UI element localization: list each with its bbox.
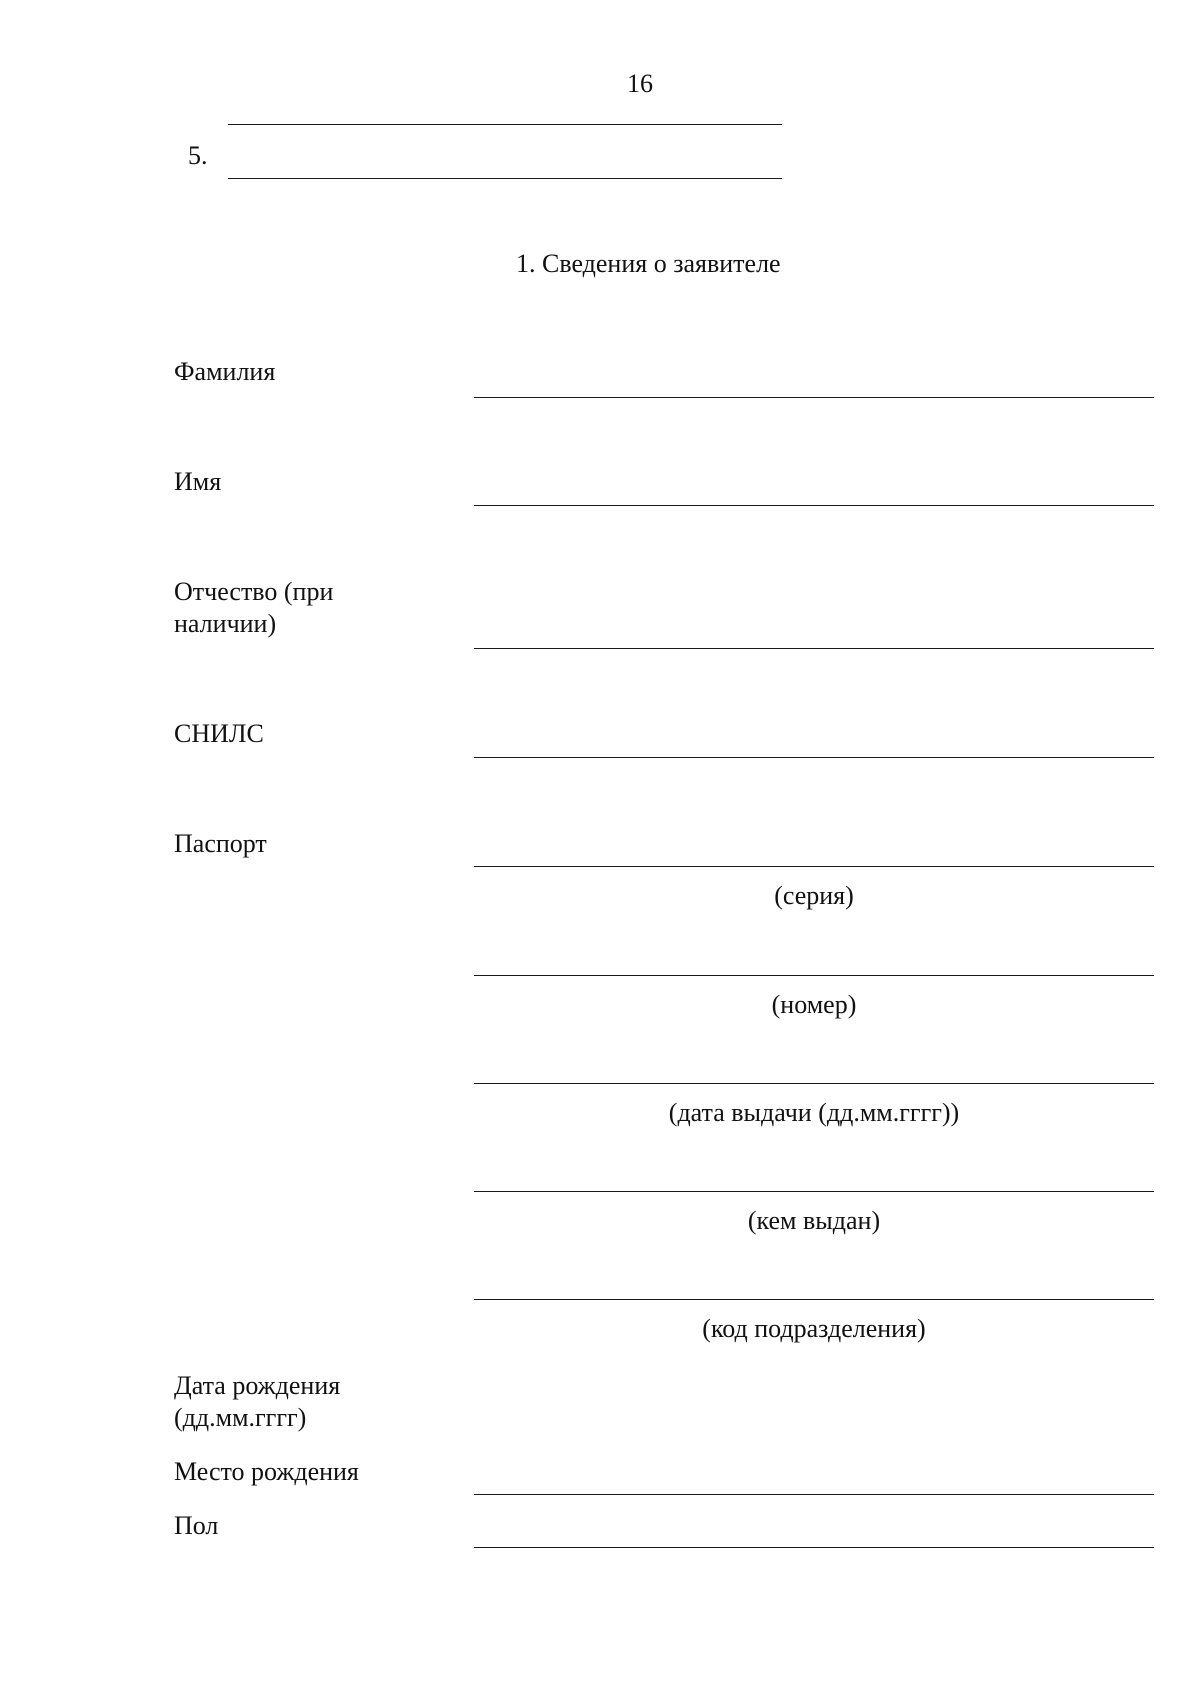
list-item-blank-line-5[interactable] <box>228 178 782 179</box>
patronymic-field[interactable] <box>474 648 1154 649</box>
section-title: 1. Сведения о заявителе <box>516 249 781 278</box>
list-item-number: 5. <box>188 141 208 170</box>
birth-place-field[interactable] <box>474 1494 1154 1495</box>
sex-field[interactable] <box>474 1547 1154 1548</box>
snils-label: СНИЛС <box>174 719 264 748</box>
passport-issued-by-caption: (кем выдан) <box>747 1206 881 1235</box>
passport-issued-by-field[interactable] <box>474 1191 1154 1192</box>
passport-number-caption: (номер) <box>771 990 857 1019</box>
passport-number-field[interactable] <box>474 975 1154 976</box>
surname-field[interactable] <box>474 397 1154 398</box>
birth-date-label-line1: Дата рождения <box>174 1371 341 1400</box>
birth-date-label-line2: (дд.мм.гггг) <box>174 1403 307 1432</box>
passport-label: Паспорт <box>174 829 267 858</box>
patronymic-label-line1: Отчество (при <box>174 577 334 606</box>
patronymic-label-line2: наличии) <box>174 609 277 638</box>
page-number: 16 <box>627 69 653 98</box>
passport-department-code-field[interactable] <box>474 1299 1154 1300</box>
passport-series-caption: (серия) <box>774 881 854 910</box>
birth-place-label: Место рождения <box>174 1457 359 1486</box>
surname-label: Фамилия <box>174 357 276 386</box>
passport-department-code-caption: (код подразделения) <box>702 1314 926 1343</box>
passport-issue-date-field[interactable] <box>474 1083 1154 1084</box>
name-label: Имя <box>174 467 222 496</box>
list-item-blank-line-previous[interactable] <box>228 124 782 125</box>
passport-series-field[interactable] <box>474 866 1154 867</box>
snils-field[interactable] <box>474 757 1154 758</box>
sex-label: Пол <box>174 1511 219 1540</box>
name-field[interactable] <box>474 505 1154 506</box>
passport-issue-date-caption: (дата выдачи (дд.мм.гггг)) <box>668 1098 960 1127</box>
